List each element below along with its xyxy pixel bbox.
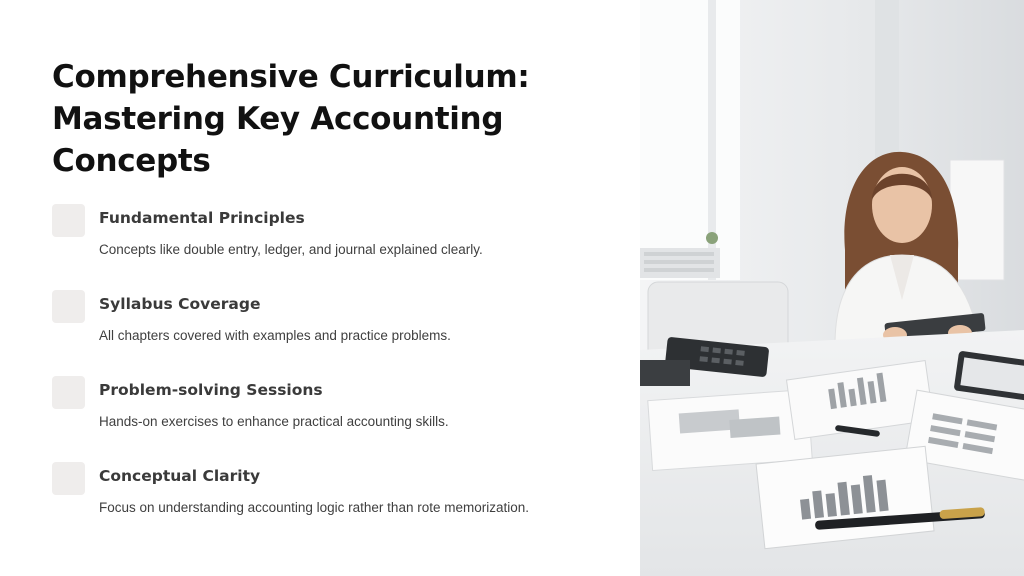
item-description: Concepts like double entry, ledger, and journal explained clearly.	[99, 242, 483, 257]
list-item	[52, 462, 612, 532]
item-icon-box	[52, 204, 85, 237]
list-item	[52, 290, 612, 360]
photo-illustration	[640, 0, 1024, 576]
item-heading: Fundamental Principles	[99, 209, 305, 227]
item-icon-box	[52, 462, 85, 495]
item-icon-box	[52, 376, 85, 409]
item-description: Focus on understanding accounting logic rather than rote memorization.	[99, 500, 529, 515]
photo-woman-accounting-desk	[640, 0, 1024, 576]
item-icon-box	[52, 290, 85, 323]
item-heading: Syllabus Coverage	[99, 295, 261, 313]
slide-title: Comprehensive Curriculum: Mastering Key Accounting Concepts	[52, 59, 530, 179]
list-item	[52, 376, 612, 446]
item-heading: Problem-solving Sessions	[99, 381, 323, 399]
list-item	[52, 204, 612, 274]
item-description: Hands-on exercises to enhance practical accounting skills.	[99, 414, 449, 429]
item-heading: Conceptual Clarity	[99, 467, 261, 485]
item-description: All chapters covered with examples and practice problems.	[99, 328, 451, 343]
